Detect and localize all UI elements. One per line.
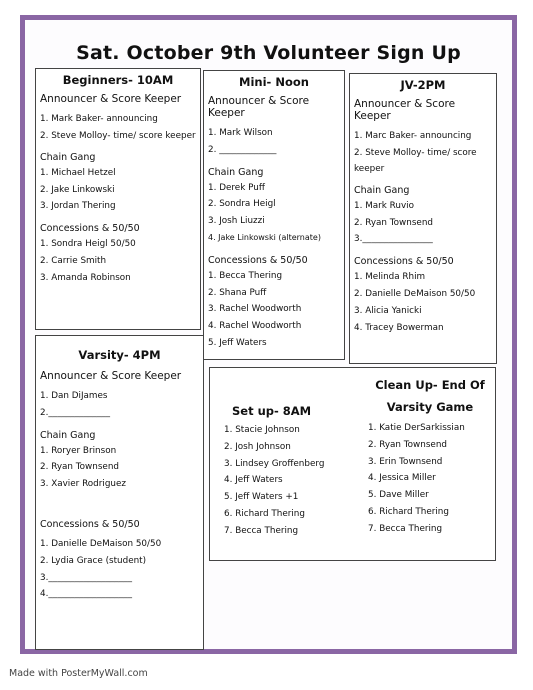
list-item: 4. Rachel Woodworth (208, 321, 302, 332)
list-item: 1. Becca Thering (208, 270, 283, 281)
list-item: 1. Mark Ruvio (354, 200, 415, 211)
list-item: 1. Derek Puff (208, 182, 265, 193)
jv-concessions-label: Concessions & 50/50 (354, 256, 454, 268)
list-item: 7. Becca Thering (368, 523, 443, 534)
list-item: 1. Stacie Johnson (224, 425, 300, 435)
list-item: 2.______________ (40, 407, 110, 418)
beginners-announcer-label: Announcer & Score Keeper (40, 93, 182, 105)
cleanup-column (368, 378, 492, 538)
list-item: 2. Ryan Townsend (354, 217, 433, 228)
list-item: 1. Sondra Heigl 50/50 (40, 239, 136, 250)
list-item: 3.___________________ (40, 572, 132, 583)
list-item: 6. Richard Thering (224, 508, 305, 519)
list-item: 2. Ryan Townsend (368, 439, 447, 450)
list-item: 3. Jordan Thering (40, 201, 116, 212)
list-item: 4. Jeff Waters (224, 475, 283, 486)
list-item: 1. Michael Hetzel (40, 167, 116, 178)
list-item: 1. Katie DerSarkissian (368, 423, 465, 433)
list-item: 2. Sondra Heigl (208, 199, 276, 210)
list-item: 3. Josh Liuzzi (208, 216, 265, 227)
list-item: 4. Jessica Miller (368, 473, 436, 484)
list-item: 1. Danielle DeMaison 50/50 (40, 538, 162, 549)
list-item: 5. Jeff Waters (208, 337, 267, 348)
varsity-announcer-label: Announcer & Score Keeper (40, 370, 182, 382)
list-item: 2. Steve Molloy- time/ score keeper (354, 147, 477, 174)
list-item: 6. Richard Thering (368, 506, 449, 517)
setup-column (224, 404, 354, 540)
varsity-concessions-label: Concessions & 50/50 (40, 518, 140, 530)
varsity-box (35, 335, 204, 650)
mini-concessions-label: Concessions & 50/50 (208, 254, 308, 266)
beginners-heading: Beginners- 10AM (62, 73, 174, 87)
list-item: 1. Mark Baker- announcing (40, 114, 158, 124)
list-item: 2. Danielle DeMaison 50/50 (354, 288, 476, 299)
list-item: 2. Ryan Townsend (40, 462, 119, 473)
mini-chain-label: Chain Gang (208, 166, 264, 178)
footer-credit: Made with PosterMyWall.com (9, 668, 148, 679)
varsity-chain-label: Chain Gang (40, 429, 96, 441)
list-item: 5. Jeff Waters +1 (224, 492, 299, 503)
list-item: 2. Carrie Smith (40, 255, 107, 266)
list-item: 4. Tracey Bowerman (354, 322, 444, 333)
poster-frame (20, 15, 517, 654)
list-item: 2. Shana Puff (208, 287, 267, 298)
list-item: 2. Steve Molloy- time/ score keeper (40, 130, 196, 141)
list-item: 2. _____________ (208, 144, 277, 155)
list-item: 3.________________ (354, 234, 433, 245)
list-item: 3. Rachel Woodworth (208, 304, 302, 315)
list-item: 3. Erin Townsend (368, 456, 443, 467)
list-item: 7. Becca Thering (224, 525, 299, 536)
jv-chain-label: Chain Gang (354, 184, 410, 196)
list-item: 1. Melinda Rhim (354, 272, 426, 283)
list-item: 1. Dan DiJames (40, 391, 108, 401)
list-item: 3. Amanda Robinson (40, 272, 131, 283)
page-title: Sat. October 9th Volunteer Sign Up (76, 42, 461, 64)
mini-heading: Mini- Noon (239, 75, 309, 89)
jv-heading: JV-2PM (400, 78, 446, 92)
list-item: 5. Dave Miller (368, 490, 429, 501)
beginners-concessions-label: Concessions & 50/50 (40, 223, 140, 235)
beginners-box (35, 68, 201, 330)
list-item: 1. Marc Baker- announcing (354, 131, 472, 141)
mini-box (203, 70, 345, 360)
setup-heading: Set up- 8AM (232, 404, 312, 418)
mini-announcer-label: Announcer & Score Keeper (208, 95, 310, 119)
list-item: 1. Roryer Brinson (40, 445, 117, 456)
list-item: 3. Lindsey Groffenberg (224, 458, 325, 469)
jv-announcer-label: Announcer & Score Keeper (354, 98, 456, 122)
list-item: 3. Xavier Rodriguez (40, 479, 127, 490)
list-item: 1. Mark Wilson (208, 128, 273, 138)
beginners-chain-label: Chain Gang (40, 151, 96, 163)
list-item: 4. Jake Linkowski (alternate) (208, 232, 321, 242)
list-item: 2. Jake Linkowski (40, 184, 115, 195)
jv-box (349, 73, 497, 364)
cleanup-heading-line1: Clean Up- End Of (375, 378, 485, 392)
list-item: 3. Alicia Yanicki (354, 305, 422, 316)
varsity-heading: Varsity- 4PM (78, 348, 161, 362)
setup-cleanup-box (209, 367, 496, 561)
list-item: 2. Josh Johnson (224, 441, 291, 452)
list-item: 2. Lydia Grace (student) (40, 555, 147, 566)
list-item: 4.___________________ (40, 589, 132, 600)
cleanup-heading-line2: Varsity Game (386, 400, 474, 414)
